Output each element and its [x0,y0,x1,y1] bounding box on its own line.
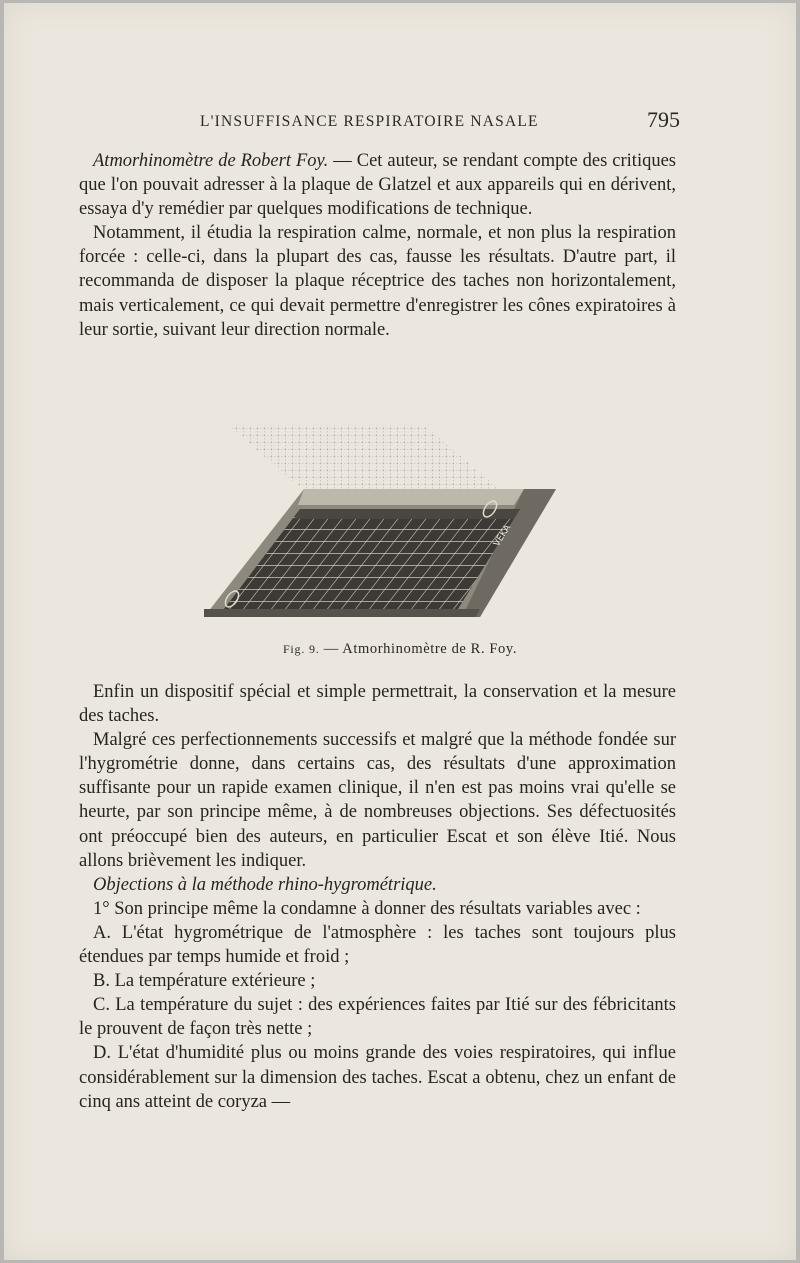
paragraph: Enfin un dispositif spécial et simple permettrait, la conservation et la mesure des taches. [79,682,676,727]
paragraph [79,149,676,221]
figure-label: Fig. 9. [282,642,320,656]
list-item: A. L'état hygrométrique de l'atmosphère : les taches sont toujours plus étendues par temps humide et froid ; [79,922,676,968]
paragraph: 1° Son principe même la condamne à donner des résultats variables avec : [93,898,641,919]
paragraph: Notamment, il étudia la respiration calme, normale, et non plus la respiration forcée : celle-ci, dans la plupart des cas, fausse les résultats. D'autre part, il recommanda de disposer la plaque réceptrice des taches non horizontalement, mais verticalement, ce qui devait permettre d'enregistrer les cônes expiratoires à leur sortie, suivant leur direction normale. [79,223,676,340]
list-item: D. L'état d'humidité plus ou moins grande des voies respiratoires, qui influe considérablement sur la dimension des taches. Escat a obtenu, chez un enfant de cinq ans atteint de coryza — [79,1043,676,1112]
text-block-top [79,149,676,342]
list-item: B. La température extérieure ; [93,971,316,992]
plate-mark: VEKA [492,523,514,549]
atmorhinometer-figure [194,421,566,636]
text-block-bottom [79,680,676,1114]
paragraph: Malgré ces perfectionnements successifs et malgré que la méthode fondée sur l'hygrométrie donne, dans certains cas, des résultats d'une approximation suffisante pour un rapide examen clinique, il n'en est pas moins vrai qu'elle se heurte, par son principe même, à de nombreuses objections. Ses défectuosités ont préoccupé bien des auteurs, en particulier Escat et son élève Itié. Nous allons brièvement les indiquer. [79,730,676,871]
objections-heading: Objections à la méthode rhino-hygrométrique. [93,874,437,895]
figure-title: — Atmorhinomètre de R. Foy. [319,641,518,657]
figure-caption [4,641,796,658]
transparent-grid-plate [228,425,502,491]
paragraph-text: — Cet auteur, se rendant compte des critiques que l'on pouvait adresser à la plaque de Glatzel et aux appareils qui en dérivent, essaya d'y remédier par quelques modifications de technique. [79,151,677,220]
page-number: 795 [647,107,680,132]
page-header [4,107,796,137]
book-page [4,3,796,1260]
running-title: L'INSUFFISANCE RESPIRATOIRE NASALE [200,113,539,130]
base-plate [204,489,556,617]
section-heading: Atmorhinomètre de Robert Foy. [93,151,329,171]
list-item: C. La température du sujet : des expériences faites par Itié sur des fébricitants le prouvent de façon très nette ; [79,995,676,1040]
